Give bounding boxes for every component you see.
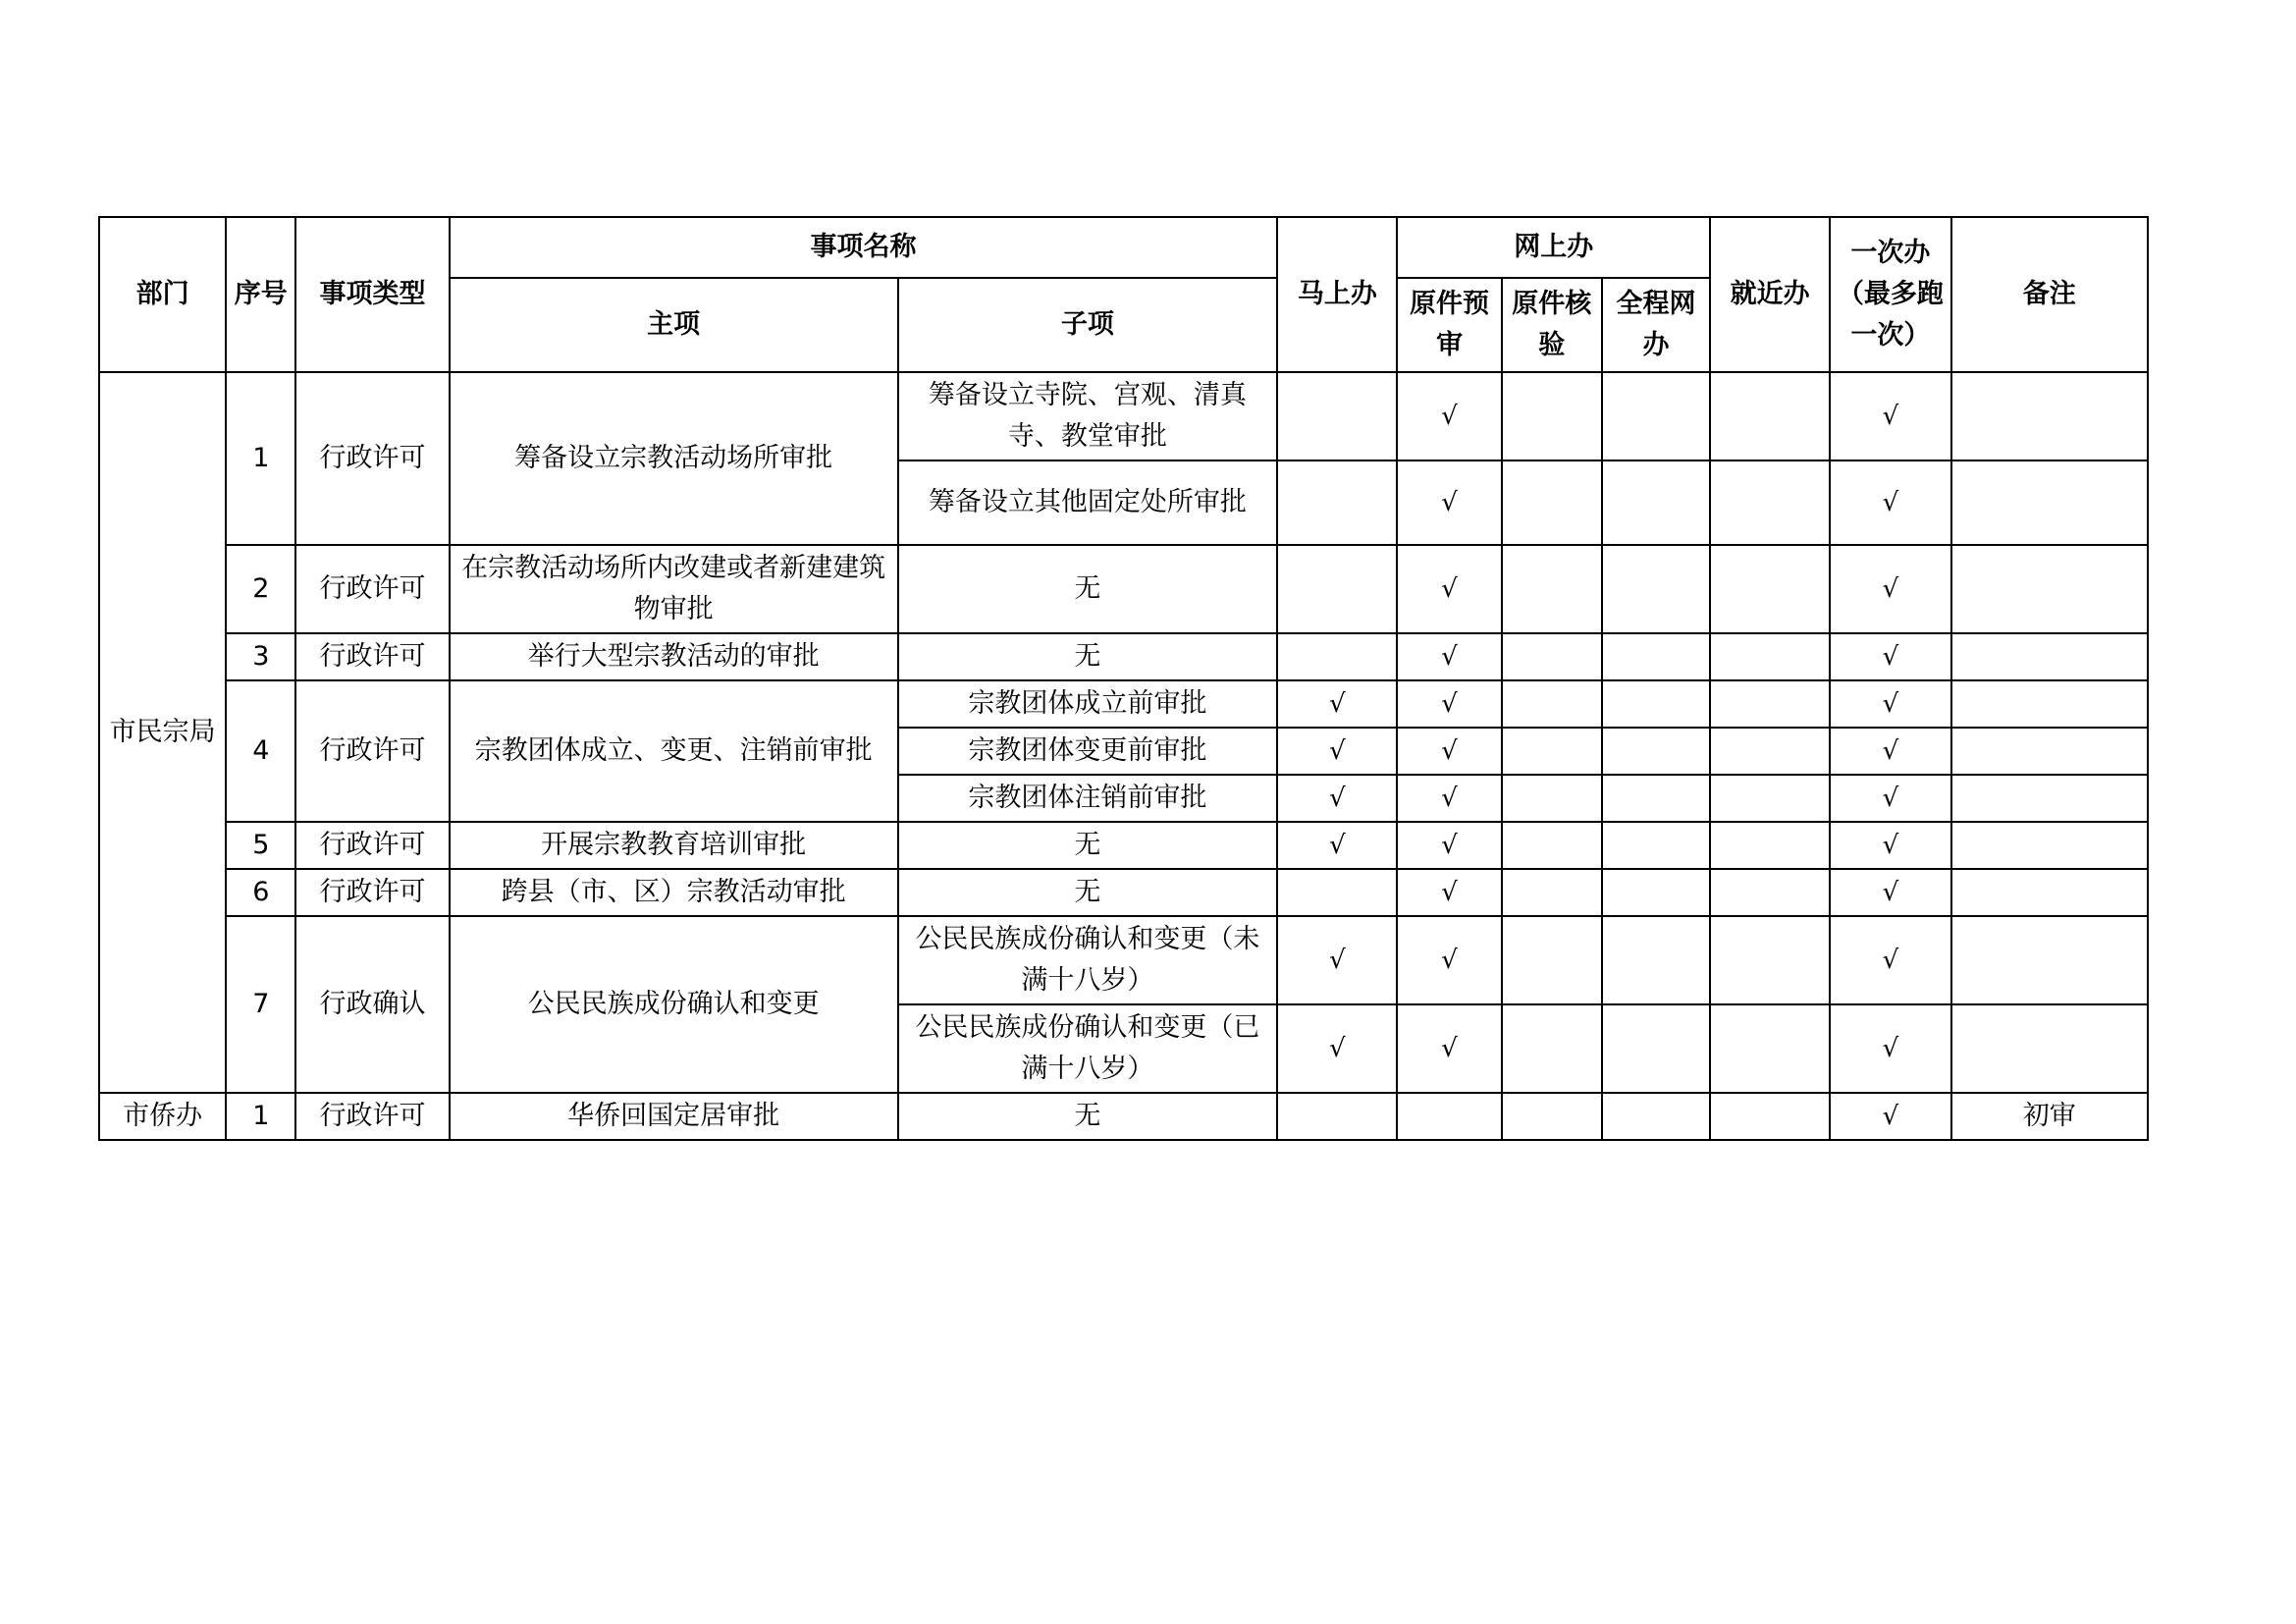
main-item-cell: 跨县（市、区）宗教活动审批 (450, 869, 898, 916)
main-item-cell: 开展宗教教育培训审批 (450, 822, 898, 869)
remark-cell (1951, 1004, 2148, 1093)
once-cell: √ (1830, 460, 1950, 545)
verify-cell (1502, 633, 1602, 680)
nearby-cell (1710, 1093, 1830, 1140)
verify-cell (1502, 1093, 1602, 1140)
pre-review-cell: √ (1397, 372, 1501, 460)
pre-review-cell: √ (1397, 916, 1501, 1004)
nearby-cell (1710, 680, 1830, 728)
full-online-cell (1602, 1004, 1710, 1093)
once-cell: √ (1830, 916, 1950, 1004)
table-row (99, 372, 2148, 460)
immediate-cell: √ (1277, 916, 1397, 1004)
once-cell: √ (1830, 680, 1950, 728)
sub-item-cell: 筹备设立寺院、宫观、清真寺、教堂审批 (898, 372, 1278, 460)
type-cell: 行政确认 (295, 916, 449, 1093)
remark-cell (1951, 545, 2148, 633)
header-item-name: 事项名称 (450, 217, 1278, 278)
full-online-cell (1602, 545, 1710, 633)
nearby-cell (1710, 869, 1830, 916)
once-cell: √ (1830, 545, 1950, 633)
full-online-cell (1602, 869, 1710, 916)
main-item-cell: 宗教团体成立、变更、注销前审批 (450, 680, 898, 822)
immediate-cell: √ (1277, 1004, 1397, 1093)
type-cell: 行政许可 (295, 680, 449, 822)
remark-cell (1951, 775, 2148, 822)
sub-item-cell: 宗教团体注销前审批 (898, 775, 1278, 822)
once-cell: √ (1830, 1004, 1950, 1093)
pre-review-cell: √ (1397, 680, 1501, 728)
department-cell: 市侨办 (99, 1093, 226, 1140)
nearby-cell (1710, 775, 1830, 822)
header-original-verify: 原件核验 (1502, 278, 1602, 372)
verify-cell (1502, 1004, 1602, 1093)
index-cell: 1 (226, 1093, 295, 1140)
type-cell: 行政许可 (295, 545, 449, 633)
department-cell: 市民宗局 (99, 372, 226, 1093)
pre-review-cell: √ (1397, 633, 1501, 680)
pre-review-cell: √ (1397, 822, 1501, 869)
immediate-cell: √ (1277, 775, 1397, 822)
type-cell: 行政许可 (295, 633, 449, 680)
main-item-cell: 举行大型宗教活动的审批 (450, 633, 898, 680)
sub-item-cell: 无 (898, 1093, 1278, 1140)
verify-cell (1502, 916, 1602, 1004)
nearby-cell (1710, 372, 1830, 460)
index-cell: 4 (226, 680, 295, 822)
immediate-cell: √ (1277, 728, 1397, 775)
verify-cell (1502, 822, 1602, 869)
header-remark: 备注 (1951, 217, 2148, 372)
sub-item-cell: 公民民族成份确认和变更（未满十八岁） (898, 916, 1278, 1004)
header-index: 序号 (226, 217, 295, 372)
table-row (99, 545, 2148, 633)
index-cell: 5 (226, 822, 295, 869)
full-online-cell (1602, 916, 1710, 1004)
main-item-cell: 公民民族成份确认和变更 (450, 916, 898, 1093)
remark-cell (1951, 728, 2148, 775)
sub-item-cell: 无 (898, 869, 1278, 916)
pre-review-cell: √ (1397, 728, 1501, 775)
main-item-cell: 在宗教活动场所内改建或者新建建筑物审批 (450, 545, 898, 633)
remark-cell (1951, 869, 2148, 916)
pre-review-cell: √ (1397, 775, 1501, 822)
full-online-cell (1602, 372, 1710, 460)
once-cell: √ (1830, 822, 1950, 869)
remark-cell (1951, 633, 2148, 680)
once-cell: √ (1830, 869, 1950, 916)
remark-cell (1951, 460, 2148, 545)
sub-item-cell: 宗教团体成立前审批 (898, 680, 1278, 728)
header-nearby: 就近办 (1710, 217, 1830, 372)
remark-cell (1951, 916, 2148, 1004)
immediate-cell (1277, 633, 1397, 680)
once-cell: √ (1830, 775, 1950, 822)
full-online-cell (1602, 822, 1710, 869)
sub-item-cell: 无 (898, 822, 1278, 869)
header-full-online: 全程网办 (1602, 278, 1710, 372)
table-row (99, 822, 2148, 869)
verify-cell (1502, 460, 1602, 545)
nearby-cell (1710, 545, 1830, 633)
full-online-cell (1602, 775, 1710, 822)
nearby-cell (1710, 1004, 1830, 1093)
header-row-1 (99, 217, 2148, 278)
type-cell: 行政许可 (295, 1093, 449, 1140)
remark-cell: 初审 (1951, 1093, 2148, 1140)
verify-cell (1502, 728, 1602, 775)
main-item-cell: 华侨回国定居审批 (450, 1093, 898, 1140)
index-cell: 7 (226, 916, 295, 1093)
remark-cell (1951, 680, 2148, 728)
service-items-table (98, 216, 2149, 1141)
immediate-cell (1277, 869, 1397, 916)
remark-cell (1951, 822, 2148, 869)
header-original-pre-review: 原件预审 (1397, 278, 1501, 372)
table-row (99, 1093, 2148, 1140)
once-cell: √ (1830, 728, 1950, 775)
type-cell: 行政许可 (295, 869, 449, 916)
once-cell: √ (1830, 1093, 1950, 1140)
verify-cell (1502, 372, 1602, 460)
verify-cell (1502, 869, 1602, 916)
pre-review-cell (1397, 1093, 1501, 1140)
header-type: 事项类型 (295, 217, 449, 372)
index-cell: 6 (226, 869, 295, 916)
immediate-cell (1277, 1093, 1397, 1140)
header-online: 网上办 (1397, 217, 1710, 278)
remark-cell (1951, 372, 2148, 460)
type-cell: 行政许可 (295, 822, 449, 869)
header-immediate: 马上办 (1277, 217, 1397, 372)
sub-item-cell: 筹备设立其他固定处所审批 (898, 460, 1278, 545)
nearby-cell (1710, 916, 1830, 1004)
pre-review-cell: √ (1397, 1004, 1501, 1093)
immediate-cell (1277, 545, 1397, 633)
immediate-cell: √ (1277, 680, 1397, 728)
once-cell: √ (1830, 372, 1950, 460)
nearby-cell (1710, 460, 1830, 545)
pre-review-cell: √ (1397, 545, 1501, 633)
nearby-cell (1710, 822, 1830, 869)
header-sub-item: 子项 (898, 278, 1278, 372)
verify-cell (1502, 775, 1602, 822)
full-online-cell (1602, 728, 1710, 775)
immediate-cell (1277, 372, 1397, 460)
type-cell: 行政许可 (295, 372, 449, 545)
nearby-cell (1710, 728, 1830, 775)
header-main-item: 主项 (450, 278, 898, 372)
full-online-cell (1602, 460, 1710, 545)
nearby-cell (1710, 633, 1830, 680)
sub-item-cell: 无 (898, 633, 1278, 680)
index-cell: 1 (226, 372, 295, 545)
header-once: 一次办（最多跑一次） (1830, 217, 1950, 372)
full-online-cell (1602, 1093, 1710, 1140)
index-cell: 2 (226, 545, 295, 633)
verify-cell (1502, 545, 1602, 633)
table-row (99, 680, 2148, 728)
main-item-cell: 筹备设立宗教活动场所审批 (450, 372, 898, 545)
immediate-cell: √ (1277, 822, 1397, 869)
pre-review-cell: √ (1397, 869, 1501, 916)
sub-item-cell: 公民民族成份确认和变更（已满十八岁） (898, 1004, 1278, 1093)
table-row (99, 869, 2148, 916)
pre-review-cell: √ (1397, 460, 1501, 545)
index-cell: 3 (226, 633, 295, 680)
full-online-cell (1602, 680, 1710, 728)
table-row (99, 633, 2148, 680)
header-department: 部门 (99, 217, 226, 372)
sub-item-cell: 无 (898, 545, 1278, 633)
immediate-cell (1277, 460, 1397, 545)
once-cell: √ (1830, 633, 1950, 680)
table-row (99, 916, 2148, 1004)
full-online-cell (1602, 633, 1710, 680)
sub-item-cell: 宗教团体变更前审批 (898, 728, 1278, 775)
verify-cell (1502, 680, 1602, 728)
